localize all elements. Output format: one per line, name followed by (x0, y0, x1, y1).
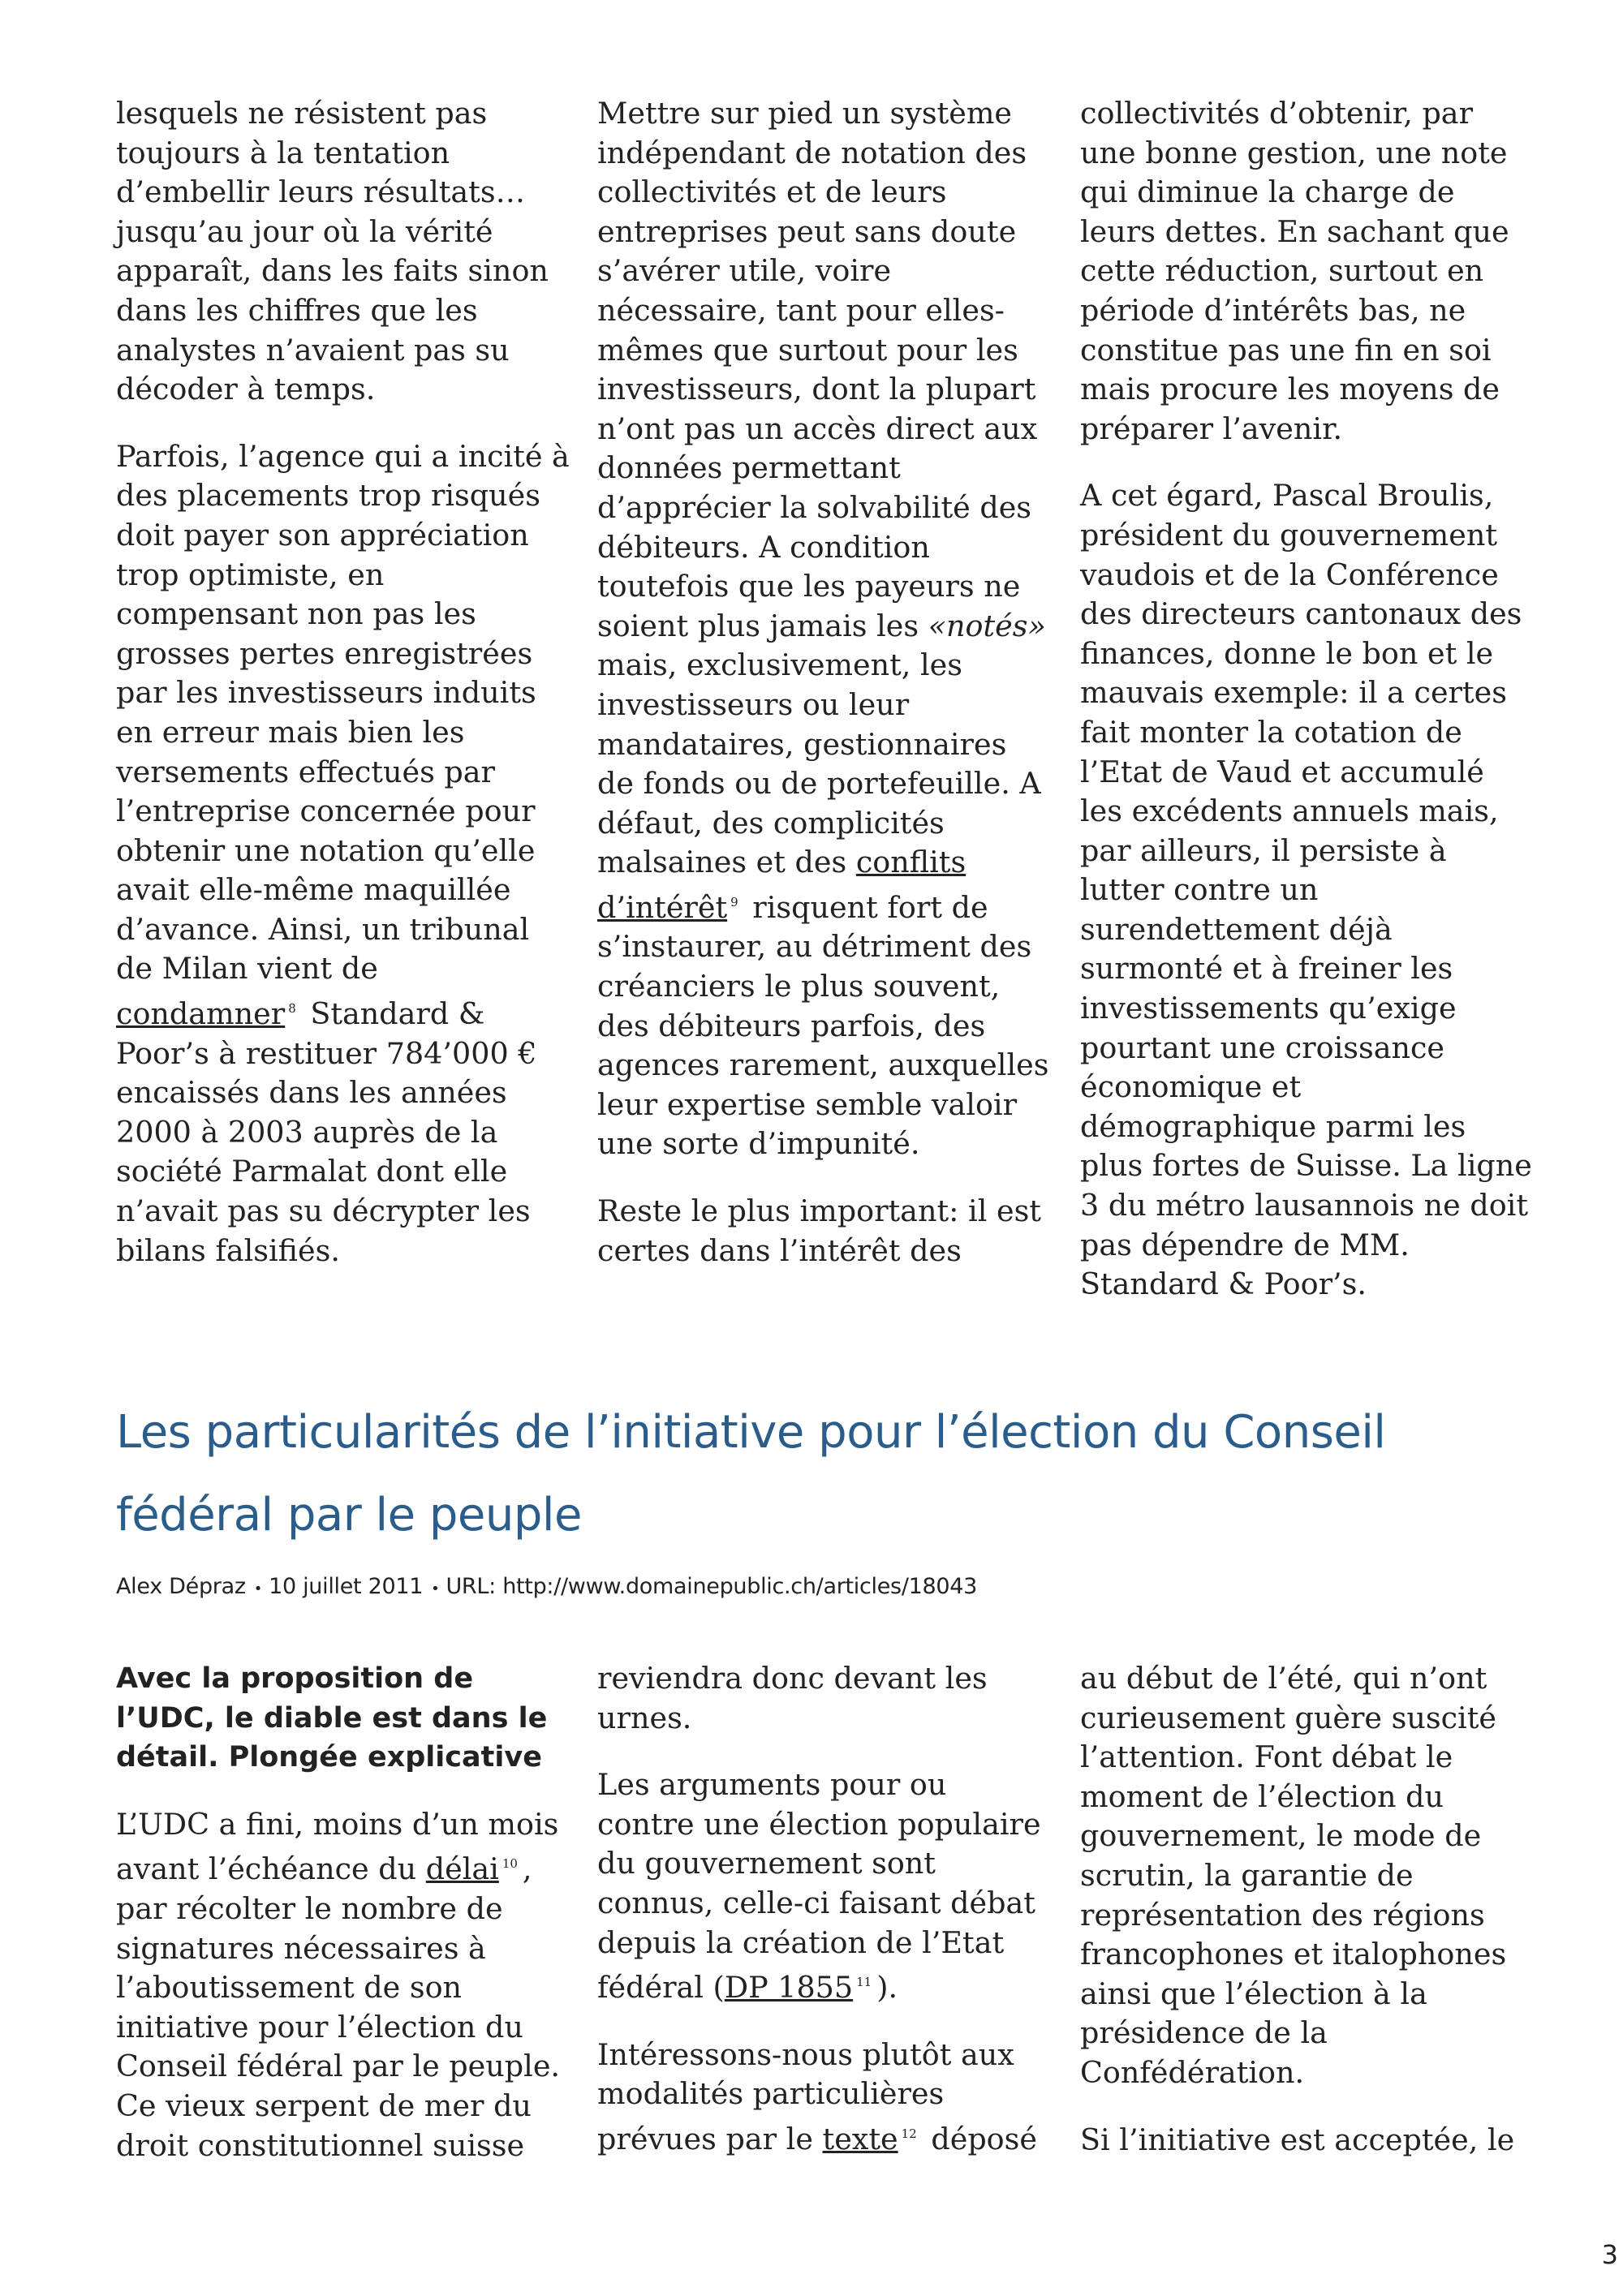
article2-col2-paragraph-2 (597, 1765, 1052, 2008)
condamner-link[interactable]: condamner (116, 996, 286, 1032)
article2-url[interactable]: URL: http://www.domainepublic.ch/articles/18043 (446, 1574, 978, 1599)
footnote-11[interactable]: 11 (856, 1975, 872, 1990)
article1-col2-paragraph-1 (597, 94, 1052, 1164)
article1-col1-paragraph-2 (116, 437, 570, 1271)
footnote-10[interactable]: 10 (502, 1856, 518, 1872)
article2-col1-p1-text-after: , par récolter le nombre de signatures nécessaires à l’aboutissement de son initiative pour l’élection du Conseil fédéral par le peuple. Ce vieux serpent de mer du droit constitutionnel suisse (116, 1851, 561, 2163)
article2-col3-paragraph-1: au début de l’été, qui n’ont curieusement guère suscité l’attention. Font débat le moment de l’élection du gouvernement, le mode de scrutin, la garantie de représentation des régions francophones et italophones ainsi que l’élection à la présidence de la Confédération. (1080, 1661, 1507, 2090)
article2-column-2 (597, 1659, 1052, 2160)
article2-title: Les particularités de l’initiative pour l’élection du Conseil fédéral par le peuple (116, 1406, 1386, 1541)
notes-emphasis: «notés» (928, 608, 1046, 643)
article1-col2-p1-text-after: risquent fort de s’instaurer, au détriment des créanciers le plus souvent, des débiteurs parfois, des agences rarement, auxquelles leur expertise semble valoir une sorte d’impunité. (597, 889, 1049, 1162)
article2-col3-paragraph-2: Si l’initiative est acceptée, le (1080, 2122, 1515, 2157)
article2-author: Alex Dépraz (116, 1574, 246, 1599)
article2-col2-paragraph-3 (597, 2036, 1052, 2160)
article1-col3-paragraph-2: A cet égard, Pascal Broulis, président du gouvernement vaudois et de la Conférence des directeurs cantonaux des finances, donne le bon et le mauvais exemple: il a certes fait monter la cotation de l’Etat de Vaud et accumulé les excédents annuels mais, par ailleurs, il persiste à lutter contre un surendettement déjà surmonté et à freiner les investissements qu’exige pourtant une croissance économique et démographique parmi les plus fortes de Suisse. La ligne 3 du métro lausannois ne doit pas dépendre de MM. Standard & Poor’s. (1080, 478, 1532, 1302)
article2-date: 10 juillet 2011 (269, 1574, 424, 1599)
dp-1855-link[interactable]: DP 1855 (724, 1970, 854, 2006)
footnote-12[interactable]: 12 (901, 2126, 917, 2141)
article2-col2-p3-text-before: Intéressons-nous plutôt aux modalités particulières prévues par le (597, 2036, 1014, 2156)
article2-col1-p1-text-before: L’UDC a fini, moins d’un mois avant l’échéance du (116, 1806, 559, 1887)
meta-separator: • (431, 1580, 440, 1597)
page-number: 3 (1601, 2239, 1618, 2270)
footnote-9[interactable]: 9 (730, 894, 738, 909)
article2-meta (116, 1574, 977, 1599)
article2-column-3 (1080, 1659, 1535, 2160)
article2-col1-paragraph-1 (116, 1805, 570, 2165)
article2-column-1 (116, 1659, 570, 2165)
article1-col1-paragraph-1: lesquels ne résistent pas toujours à la tentation d’embellir leurs résultats… jusqu’au jour où la vérité apparaît, dans les faits sinon dans les chiffres que les analystes n’avaient pas su décoder à temps. (116, 96, 549, 407)
article1-col2-p1-text-mid: mais, exclusivement, les investisseurs ou leur mandataires, gestionnaires de fonds ou de portefeuille. A défaut, des complicités malsaines et des (597, 647, 1041, 880)
article2-col2-p2-text-before: Les arguments pour ou contre une élection populaire du gouvernement sont connus, celle-ci faisant débat depuis la création de l’Etat fédéral ( (597, 1767, 1041, 2006)
article1-column-3 (1080, 94, 1535, 1305)
article1-column-2 (597, 94, 1052, 1271)
article1-col1-p2-text-after: Standard & Poor’s à restituer 784’000 € encaissés dans les années 2000 à 2003 auprès de la société Parmalat dont elle n’avait pas su décrypter les bilans falsifiés. (116, 996, 537, 1268)
delai-link[interactable]: délai (425, 1851, 499, 1887)
meta-separator: • (253, 1580, 263, 1597)
article1-col2-paragraph-2: Reste le plus important: il est certes dans l’intérêt des (597, 1193, 1041, 1268)
article2-col2-paragraph-1: reviendra donc devant les urnes. (597, 1661, 988, 1735)
article2-col2-p3-text-after: déposé (921, 2121, 1037, 2156)
article2-col2-p2-text-after: ). (876, 1970, 898, 2006)
texte-link[interactable]: texte (822, 2121, 898, 2156)
article1-col2-p1-text-before: Mettre sur pied un système indépendant de notation des collectivités et de leurs entreprises peut sans doute s’avérer utile, voire nécessaire, tant pour elles-mêmes que surtout pour les investisseurs, dont la plupart n’ont pas un accès direct aux données permettant d’apprécier la solvabilité des débiteurs. A condition toutefois que les payeurs ne soient plus jamais les (597, 96, 1038, 643)
footnote-8[interactable]: 8 (288, 1001, 296, 1017)
conflits-interet-link[interactable]: conflits d’intérêt (597, 845, 966, 925)
article2-lead: Avec la proposition de l’UDC, le diable est dans le détail. Plongée explicative (116, 1662, 548, 1774)
article1-col3-paragraph-1: collectivités d’obtenir, par une bonne gestion, une note qui diminue la charge de leurs dettes. En sachant que cette réduction, surtout en période d’intérêts bas, ne constitue pas une fin en soi mais procure les moyens de préparer l’avenir. (1080, 96, 1509, 446)
article1-column-1 (116, 94, 570, 1271)
article1-col1-p2-text-before: Parfois, l’agence qui a incité à des placements trop risqués doit payer son appréciation trop optimiste, en compensant non pas les grosses pertes enregistrées par les investisseurs induits en erreur mais bien les versements effectués par l’entreprise concernée pour obtenir une notation qu’elle avait elle-même maquillée d’avance. Ainsi, un tribunal de Milan vient de (116, 438, 570, 987)
